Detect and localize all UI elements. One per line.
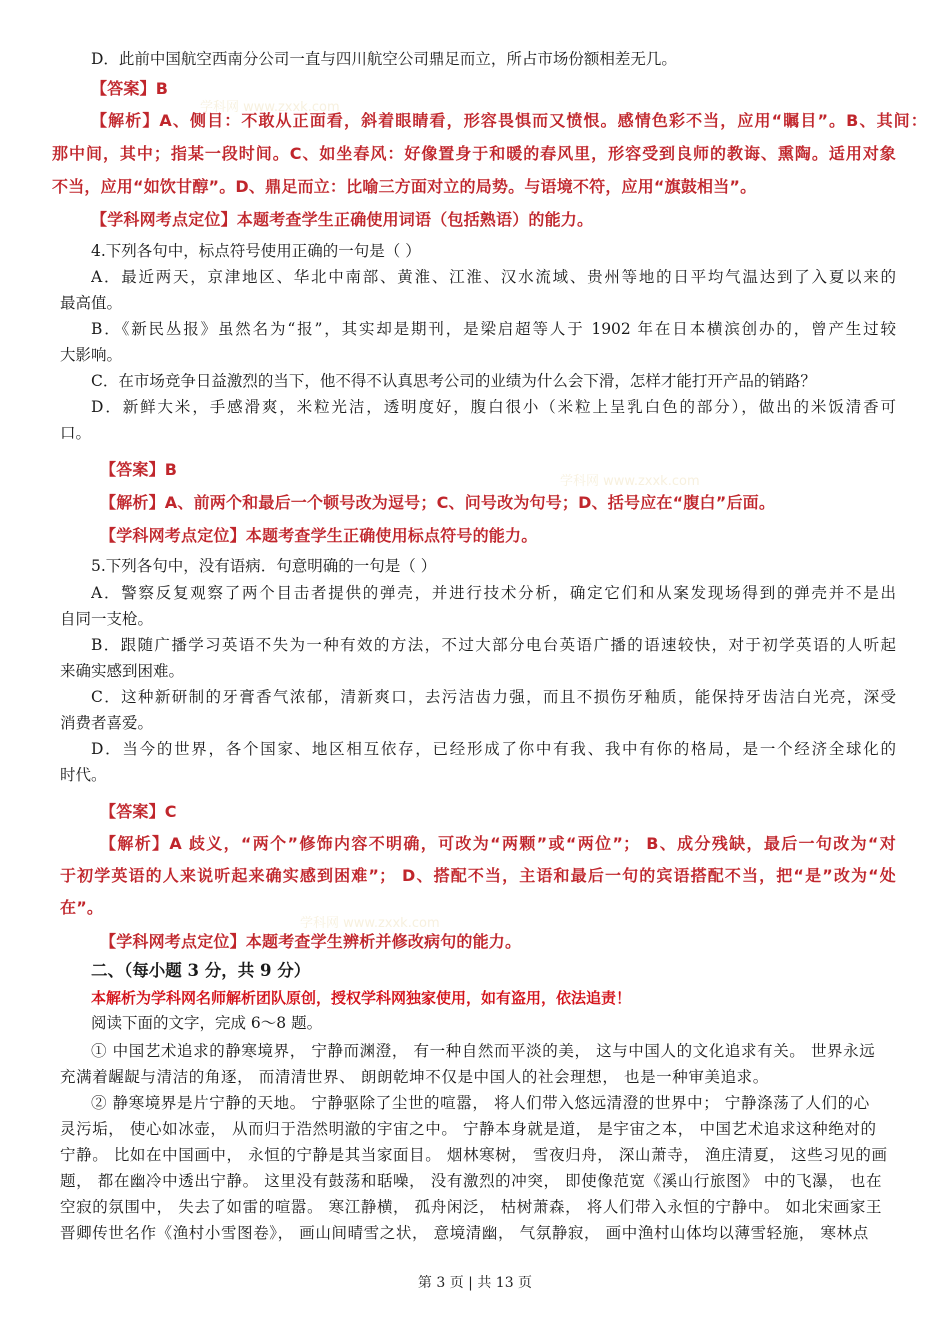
answer-label-q3: 【答案】B: [91, 79, 169, 98]
page-footer: 第 3 页 | 共 13 页: [417, 1275, 533, 1291]
passage-p2-line1: ② 静寒境界是片宁静的天地。 宁静驱除了尘世的喧嚣， 将人们带入悠远清澄的世界中； 宁静涤荡了人们的心: [91, 1094, 870, 1112]
option-b-q5-line2: 来确实感到困难。: [60, 662, 185, 680]
section-heading: 二、（每小题 3 分，共 9 分）: [91, 961, 311, 980]
answer-label-q4: 【答案】B: [100, 460, 178, 479]
option-d-q4-line2: 口。: [60, 424, 92, 442]
option-d-q3: D．此前中国航空西南分公司一直与四川航空公司鼎足而立，所占市场份额相差无几。: [91, 50, 677, 68]
option-b-q4-line2: 大影响。: [60, 346, 123, 364]
question-5-stem: 5.下列各句中，没有语病．句意明确的一句是（ ）: [91, 557, 437, 575]
watermark: 学科网 www.zxxk.com: [300, 916, 440, 931]
passage-p1-line2: 充满着龌龊与清洁的角逐， 而清清世界、 朗朗乾坤不仅是中国人的社会理想， 也是一种审美追求。: [60, 1068, 769, 1086]
option-a-q5-line1: A．警察反复观察了两个目击者提供的弹壳，并进行技术分析，确定它们和从案发现场得到的弹壳并不是出: [91, 584, 896, 602]
analysis-q3-line3: 不当，应用“如饮甘醇”。D、鼎足而立：比喻三方面对立的局势。与语境不符，应用“旗鼓相当”。: [52, 177, 757, 196]
option-d-q5-line2: 时代。: [60, 766, 107, 784]
analysis-q5-line1: 【解析】A 歧义，“两个”修饰内容不明确，可改为“两颗”或“两位”； B、成分残缺，最后一句改为“对: [100, 834, 896, 853]
analysis-q5-line3: 在”。: [60, 898, 104, 917]
passage-p2-line5: 空寂的氛围中， 失去了如雷的喧嚣。 寒江静横， 孤舟闲泛， 枯树萧森， 将人们带入永恒的宁静中。 如北宋画家王: [60, 1198, 883, 1216]
analysis-q4: 【解析】A、前两个和最后一个顿号改为逗号；C、问号改为句号；D、括号应在“腹白”后面。: [100, 493, 776, 512]
knowledge-point-q3: 【学科网考点定位】本题考查学生正确使用词语（包括熟语）的能力。: [91, 210, 594, 229]
analysis-q3-line1: 【解析】A、侧目：不敢从正面看，斜着眼睛看，形容畏惧而又愤恨。感情色彩不当，应用“瞩目”。B、其间：: [91, 111, 927, 130]
analysis-q5-line2: 于初学英语的人来说听起来确实感到困难”； D、搭配不当，主语和最后一句的宾语搭配不当，把“是”改为“处: [60, 866, 896, 885]
option-d-q5-line1: D．当今的世界，各个国家、地区相互依存，已经形成了你中有我、我中有你的格局，是一个经济全球化的: [91, 740, 896, 758]
knowledge-point-q4: 【学科网考点定位】本题考查学生正确使用标点符号的能力。: [100, 526, 538, 545]
reading-instruction: 阅读下面的文字，完成 6～8 题。: [91, 1014, 323, 1032]
question-4-stem: 4.下列各句中，标点符号使用正确的一句是（ ）: [91, 242, 421, 260]
answer-label-q5: 【答案】C: [100, 802, 177, 821]
option-a-q5-line2: 自同一支枪。: [60, 610, 154, 628]
passage-p2-line4: 题， 都在幽冷中透出宁静。 这里没有鼓荡和聒噪， 没有激烈的冲突， 即使像范宽《溪山行旅图》 中的飞瀑， 也在: [60, 1172, 883, 1190]
passage-p2-line2: 灵污垢， 使心如冰壶， 从而归于浩然明澈的宇宙之中。 宁静本身就是道， 是宇宙之本， 中国艺术追求这种绝对的: [60, 1120, 877, 1138]
option-c-q5-line2: 消费者喜爱。: [60, 714, 154, 732]
analysis-q3-line2: 那中间，其中；指某一段时间。C、如坐春风：好像置身于和暖的春风里，形容受到良师的教诲、熏陶。适用对象: [52, 144, 896, 163]
option-a-q4-line1: A．最近两天，京津地区、华北中南部、黄淮、江淮、汉水流域、贵州等地的日平均气温达到了入夏以来的: [91, 268, 896, 286]
watermark: 学科网 www.zxxk.com: [200, 100, 340, 115]
option-b-q4-line1: B．《新民丛报》虽然名为“报”，其实却是期刊，是梁启超等人于 1902 年在日本横滨创办的，曾产生过较: [91, 320, 896, 338]
option-c-q5-line1: C．这种新研制的牙膏香气浓郁，清新爽口，去污洁齿力强，而且不损伤牙釉质，能保持牙齿洁白光亮，深受: [91, 688, 896, 706]
knowledge-point-q5: 【学科网考点定位】本题考查学生辨析并修改病句的能力。: [100, 932, 522, 951]
copyright-notice: 本解析为学科网名师解析团队原创，授权学科网独家使用，如有盗用，依法追责！: [91, 989, 632, 1007]
option-d-q4-line1: D．新鲜大米，手感滑爽，米粒光洁，透明度好，腹白很小（米粒上呈乳白色的部分），做出的米饭清香可: [91, 398, 896, 416]
passage-p1-line1: ① 中国艺术追求的静寒境界， 宁静而渊澄， 有一种自然而平淡的美， 这与中国人的文化追求有关。 世界永远: [91, 1042, 876, 1060]
passage-p2-line6: 晋卿传世名作《渔村小雪图卷》， 画山间晴雪之状， 意境清幽， 气氛静寂， 画中渔村山体均以薄雪轻施， 寒林点: [60, 1224, 869, 1242]
passage-p2-line3: 宁静。 比如在中国画中， 永恒的宁静是其当家面目。 烟林寒树， 雪夜归舟， 深山萧寺， 渔庄清夏， 这些习见的画: [60, 1146, 888, 1164]
option-b-q5-line1: B．跟随广播学习英语不失为一种有效的方法，不过大部分电台英语广播的语速较快，对于初学英语的人听起: [91, 636, 896, 654]
watermark: 学科网 www.zxxk.com: [560, 474, 700, 489]
option-c-q4: C．在市场竞争日益激烈的当下，他不得不认真思考公司的业绩为什么会下滑，怎样才能打开产品的销路？: [91, 372, 816, 390]
option-a-q4-line2: 最高值。: [60, 294, 123, 312]
